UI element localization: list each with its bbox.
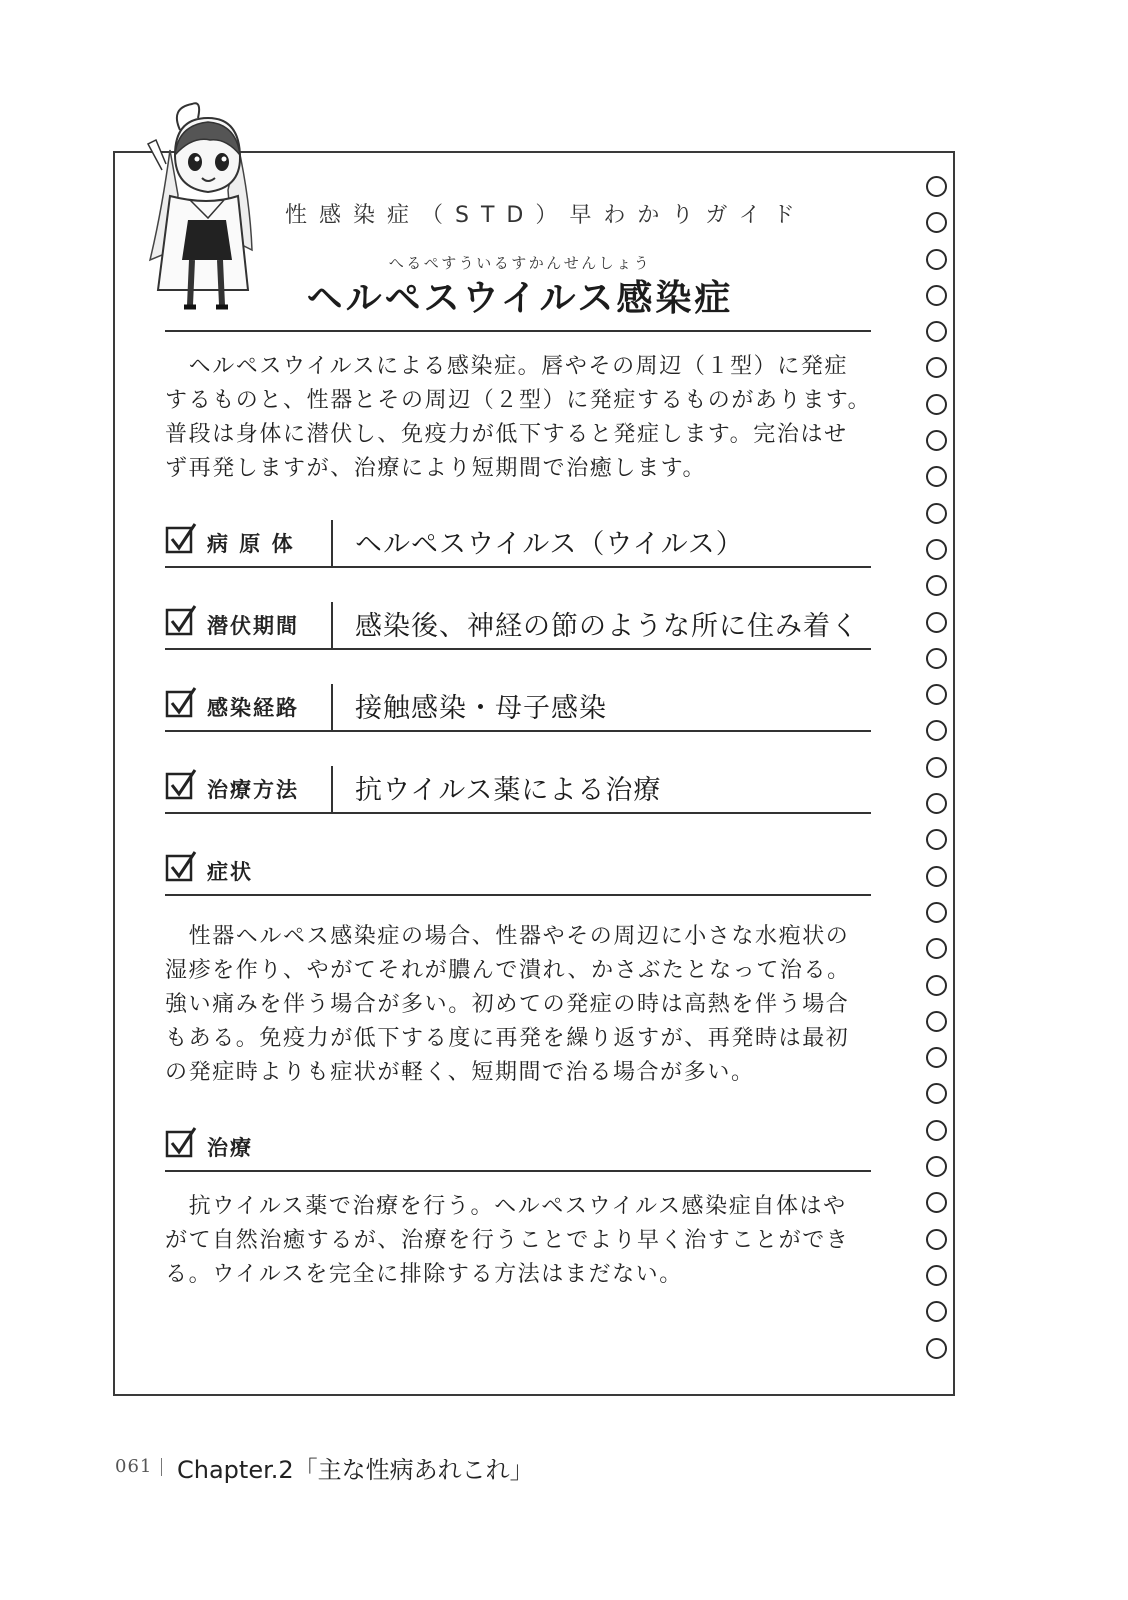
- fact-value: 感染後、神経の節のような所に住み着く: [355, 611, 859, 642]
- fact-label: 病 原 体: [207, 532, 295, 556]
- symptoms-line: もある。免疫力が低下する度に再発を繰り返すが、再発時は最初: [165, 1026, 850, 1051]
- binding-ring: [926, 321, 947, 342]
- binding-ring: [926, 1338, 947, 1359]
- footer-separator: [161, 1458, 162, 1476]
- symptoms-line: の発症時よりも症状が軽く、短期間で治る場合が多い。: [165, 1060, 755, 1085]
- binding-ring: [926, 575, 947, 596]
- binding-ring: [926, 648, 947, 669]
- page-title: ヘルペスウイルス感染症: [306, 278, 734, 319]
- binding-ring: [926, 1120, 947, 1141]
- binding-ring: [926, 430, 947, 451]
- binding-ring: [926, 1229, 947, 1250]
- binding-ring: [926, 249, 947, 270]
- checkbox-checked-icon: [165, 768, 199, 802]
- spiral-binding: [926, 176, 954, 1374]
- binding-ring: [926, 539, 947, 560]
- fact-label: 潜伏期間: [207, 614, 299, 638]
- treatment-heading: [165, 1126, 465, 1166]
- symptoms-heading: [165, 850, 465, 890]
- treatment-line: る。ウイルスを完全に排除する方法はまだない。: [165, 1262, 683, 1287]
- binding-ring: [926, 975, 947, 996]
- binding-ring: [926, 1156, 947, 1177]
- chapter-title: Chapter.2「主な性病あれこれ」: [177, 1456, 534, 1484]
- binding-ring: [926, 1301, 947, 1322]
- symptoms-line: 湿疹を作り、やがてそれが膿んで潰れ、かさぶたとなって治る。: [165, 958, 851, 983]
- binding-ring: [926, 1192, 947, 1213]
- title-ruby: へるぺすういるすかんせんしょう: [388, 254, 652, 272]
- checkbox-checked-icon: [165, 850, 199, 884]
- fact-separator: [331, 766, 333, 812]
- intro-paragraph: [165, 350, 877, 486]
- intro-line: ヘルペスウイルスによる感染症。唇やその周辺（１型）に発症: [165, 354, 849, 379]
- row-divider: [165, 730, 871, 732]
- fact-row-transmission: [165, 686, 871, 730]
- binding-ring: [926, 612, 947, 633]
- binding-ring: [926, 357, 947, 378]
- section-title: 治療: [207, 1136, 253, 1160]
- checkbox-checked-icon: [165, 686, 199, 720]
- binding-ring: [926, 866, 947, 887]
- binding-ring: [926, 720, 947, 741]
- treatment-line: がて自然治癒するが、治療を行うことでより早く治すことができ: [165, 1228, 850, 1253]
- binding-ring: [926, 757, 947, 778]
- binding-ring: [926, 1265, 947, 1286]
- binding-ring: [926, 503, 947, 524]
- fact-separator: [331, 520, 333, 566]
- binding-ring: [926, 902, 947, 923]
- binding-ring: [926, 176, 947, 197]
- binding-ring: [926, 285, 947, 306]
- binding-ring: [926, 394, 947, 415]
- binding-ring: [926, 829, 947, 850]
- row-divider: [165, 566, 871, 568]
- mascot-illustration: [140, 100, 265, 315]
- binding-ring: [926, 793, 947, 814]
- fact-separator: [331, 684, 333, 730]
- binding-ring: [926, 212, 947, 233]
- binding-ring: [926, 938, 947, 959]
- row-divider: [165, 812, 871, 814]
- intro-line: 普段は身体に潜伏し、免疫力が低下すると発症します。完治はせ: [165, 422, 848, 447]
- symptoms-paragraph: [165, 920, 877, 1090]
- treatment-line: 抗ウイルス薬で治療を行う。ヘルペスウイルス感染症自体はや: [165, 1194, 847, 1219]
- binding-ring: [926, 1047, 947, 1068]
- checkbox-checked-icon: [165, 522, 199, 556]
- fact-row-incubation: [165, 604, 871, 648]
- row-divider: [165, 648, 871, 650]
- fact-row-treatment-method: [165, 768, 871, 812]
- page-number: 061: [115, 1456, 153, 1477]
- binding-ring: [926, 1011, 947, 1032]
- symptoms-line: 性器ヘルペス感染症の場合、性器やその周辺に小さな水疱状の: [165, 924, 850, 949]
- binding-ring: [926, 684, 947, 705]
- fact-value: 接触感染・母子感染: [355, 693, 607, 724]
- section-title: 症状: [207, 860, 253, 884]
- fact-label: 治療方法: [207, 778, 299, 802]
- binding-ring: [926, 466, 947, 487]
- title-divider: [165, 330, 871, 332]
- guide-subtitle: 性感染症（STD）早わかりガイド: [285, 203, 807, 228]
- fact-value: ヘルペスウイルス（ウイルス）: [355, 529, 744, 560]
- symptoms-line: 強い痛みを伴う場合が多い。初めての発症の時は高熱を伴う場合: [165, 992, 850, 1017]
- binding-ring: [926, 1083, 947, 1104]
- fact-row-pathogen: [165, 522, 871, 566]
- intro-line: ず再発しますが、治療により短期間で治癒します。: [165, 456, 707, 481]
- checkbox-checked-icon: [165, 604, 199, 638]
- fact-label: 感染経路: [207, 696, 299, 720]
- section-divider: [165, 894, 871, 896]
- section-divider: [165, 1170, 871, 1172]
- fact-separator: [331, 602, 333, 648]
- treatment-paragraph: [165, 1190, 877, 1292]
- intro-line: するものと、性器とその周辺（２型）に発症するものがあります。: [165, 388, 872, 413]
- fact-value: 抗ウイルス薬による治療: [355, 775, 662, 806]
- checkbox-checked-icon: [165, 1126, 199, 1160]
